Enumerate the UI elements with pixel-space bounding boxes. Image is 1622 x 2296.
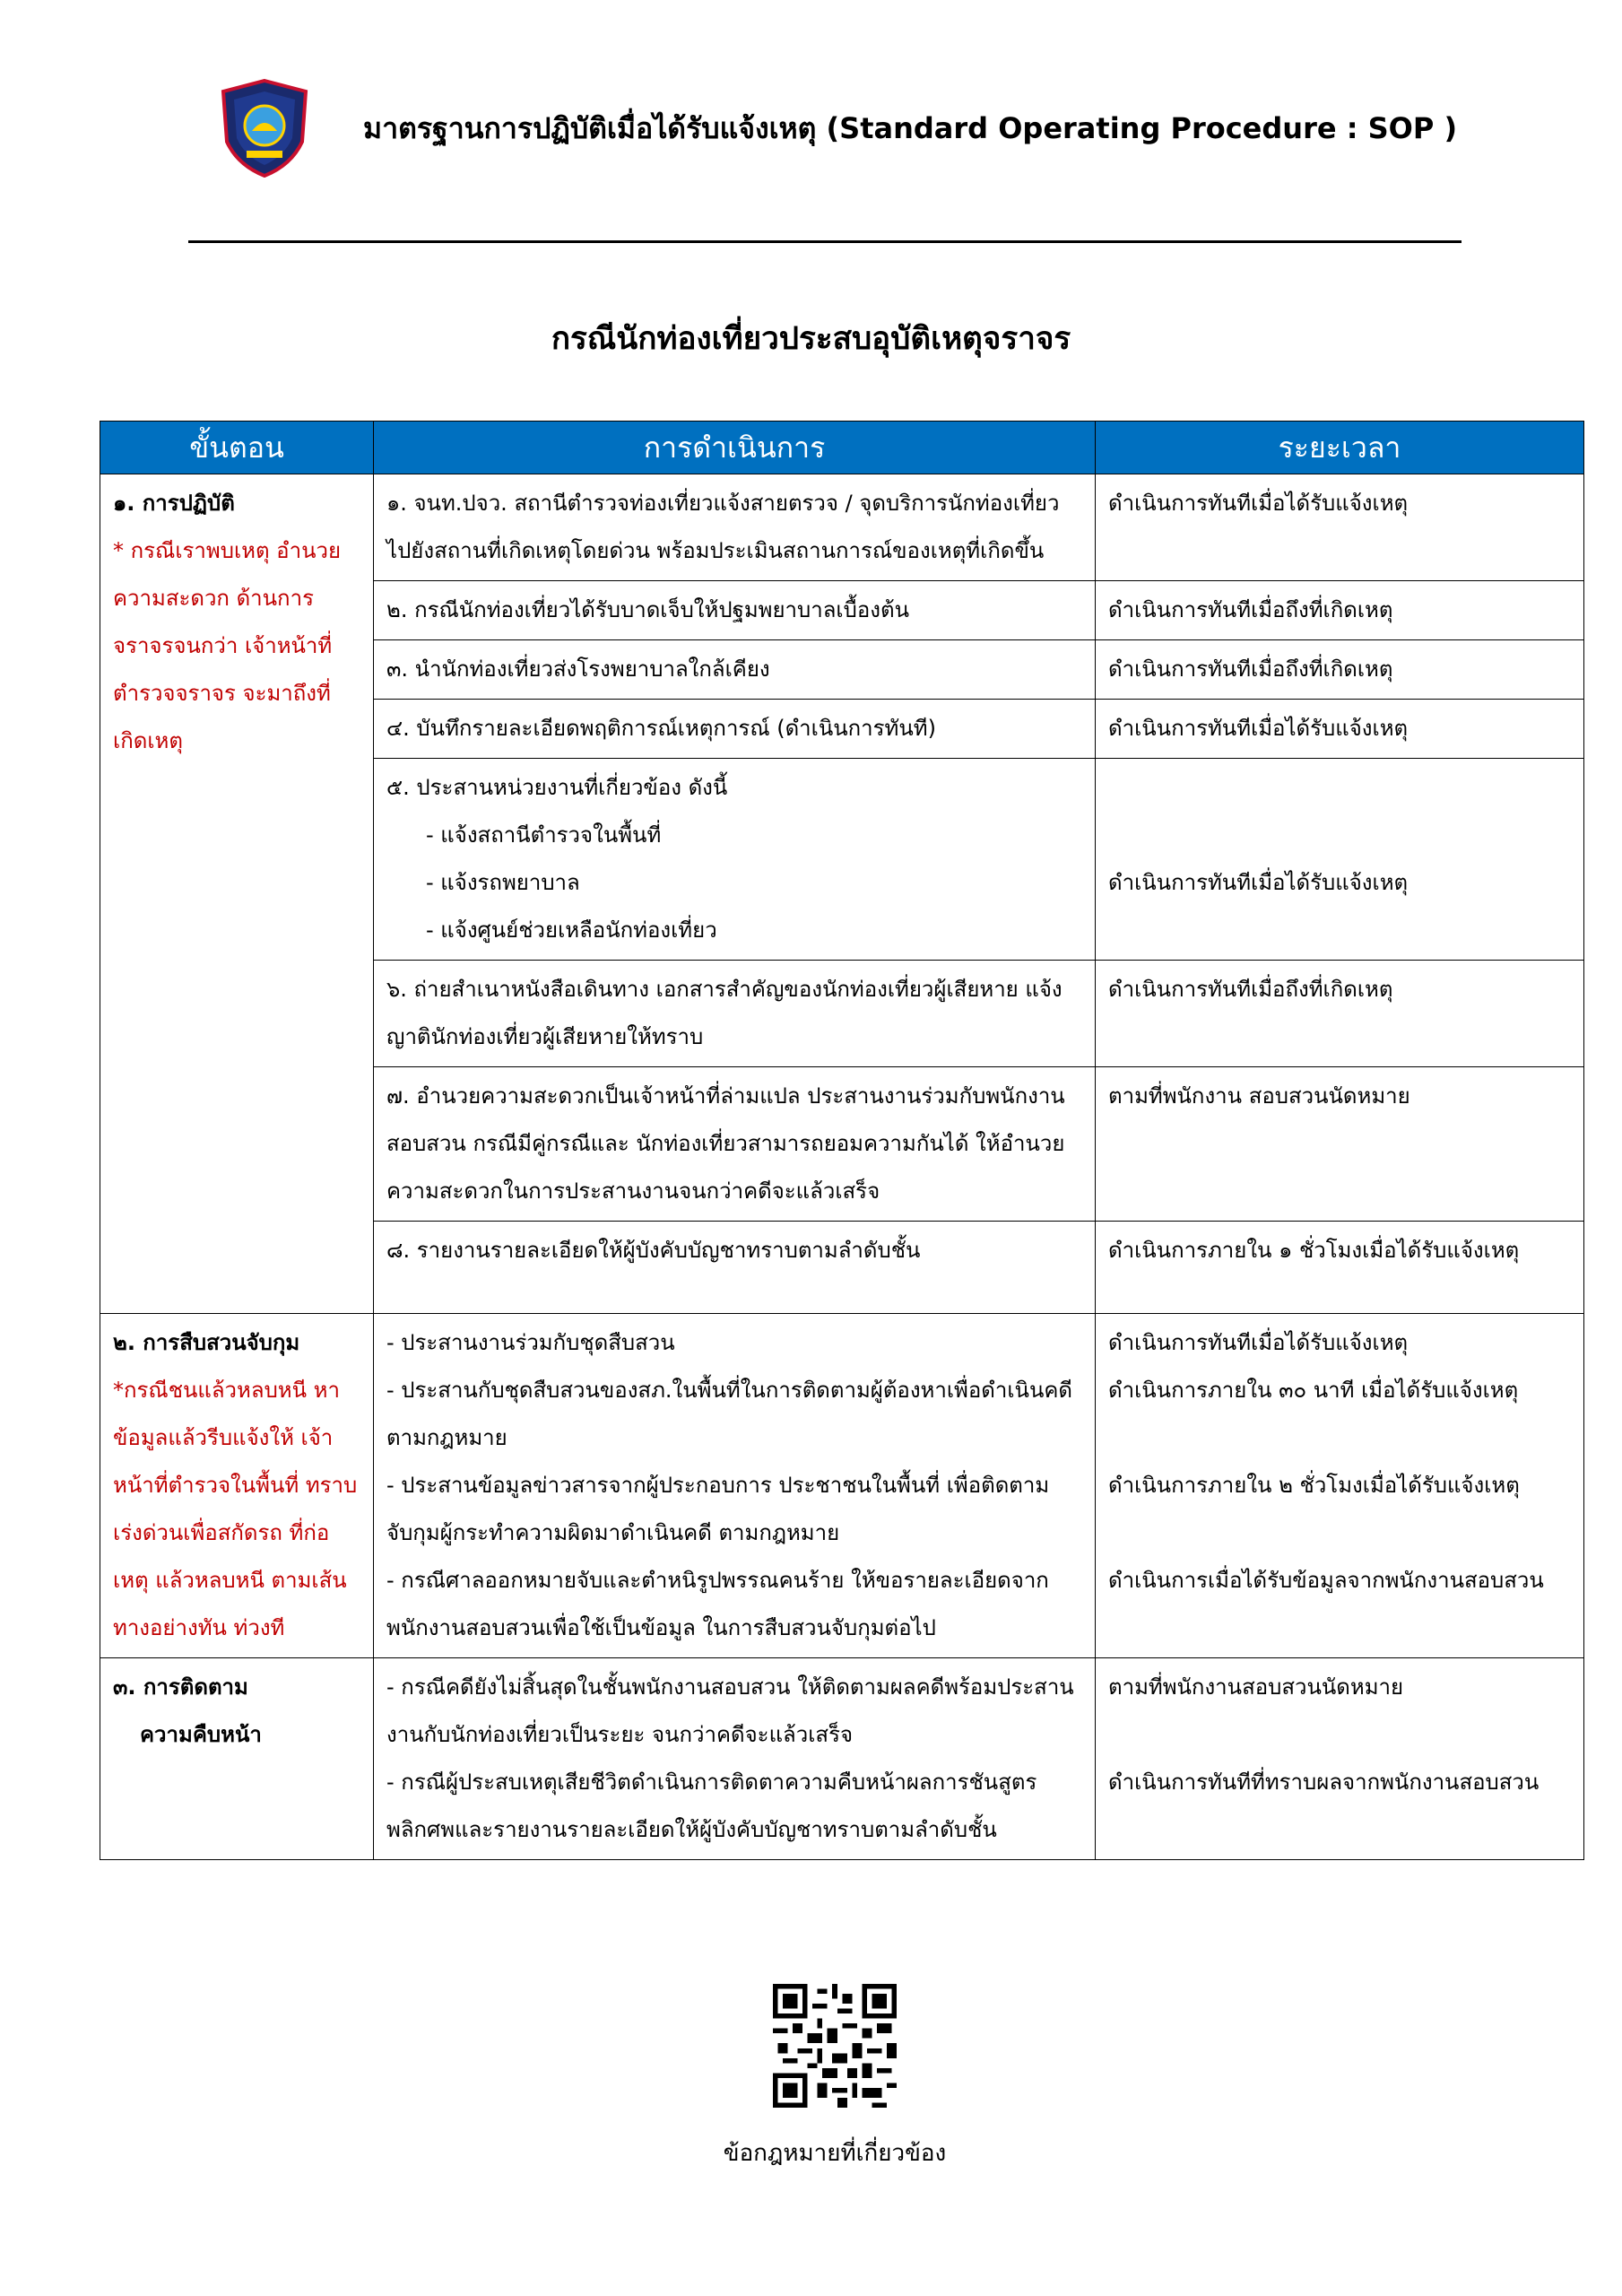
step-title: ๒. การสืบสวนจับกุม	[113, 1330, 300, 1355]
duration-cell	[1096, 759, 1584, 961]
list-item: - แจ้งรถพยาบาล	[426, 870, 580, 895]
action-cell	[374, 759, 1096, 961]
qr-code[interactable]	[773, 1984, 897, 2108]
step-title: ๓. การติดตาม	[113, 1674, 248, 1700]
duration-text: ดำเนินการภายใน ๓๐ นาที เมื่อได้รับแจ้งเหตุ	[1108, 1378, 1519, 1403]
step-note: *กรณีชนแล้วหลบหนี หาข้อมูลแล้วรีบแจ้งให้ เจ้าหน้าที่ตำรวจในพื้นที่ ทราบเร่งด่วนเพื่อสกัดรถ ที่ก่อเหตุ แล้วหลบหนี ตามเส้นทางอย่างทัน ท่วงที	[113, 1378, 358, 1640]
action-cell	[374, 1658, 1096, 1860]
action-item: - กรณีคดียังไม่สิ้นสุดในชั้นพนักงานสอบสวน ให้ติดตามผลคดีพร้อมประสานงานกับนักท่องเที่ยวเป็นระยะ จนกว่าคดีจะแล้วเสร็จ	[386, 1674, 1074, 1747]
action-cell: ๔. บันทึกรายละเอียดพฤติการณ์เหตุการณ์ (ดำเนินการทันที)	[374, 700, 1096, 759]
list-item: - แจ้งสถานีตำรวจในพื้นที่	[426, 822, 662, 848]
header-action: การดำเนินการ	[374, 422, 1096, 474]
duration-text: ดำเนินการทันทีที่ทราบผลจากพนักงานสอบสวน	[1108, 1770, 1540, 1795]
header-step: ขั้นตอน	[100, 422, 374, 474]
duration-cell: ดำเนินการทันทีเมื่อถึงที่เกิดเหตุ	[1096, 961, 1584, 1067]
table-header-row	[100, 422, 1584, 474]
duration-text: ดำเนินการทันทีเมื่อได้รับแจ้งเหตุ	[1108, 1330, 1409, 1355]
step-note: * กรณีเราพบเหตุ อำนวยความสะดวก ด้านการจราจรจนกว่า เจ้าหน้าที่ตำรวจจราจร จะมาถึงที่เกิดเหตุ	[113, 538, 342, 753]
step-cell	[100, 1658, 374, 1860]
list-item: - แจ้งศูนย์ช่วยเหลือนักท่องเที่ยว	[426, 918, 717, 943]
action-item: - ประสานข้อมูลข่าวสารจากผู้ประกอบการ ประชาชนในพื้นที่ เพื่อติดตามจับกุมผู้กระทำความผิดมาดำเนินคดี ตามกฎหมาย	[386, 1473, 1050, 1545]
step-cell	[100, 474, 374, 1314]
document-title: กรณีนักท่องเที่ยวประสบอุบัติเหตุจราจร	[551, 321, 1071, 357]
sop-table	[100, 421, 1584, 1860]
duration-cell	[1096, 1658, 1584, 1860]
action-cell: ๒. กรณีนักท่องเที่ยวได้รับบาดเจ็บให้ปฐมพยาบาลเบื้องต้น	[374, 581, 1096, 640]
header-duration: ระยะเวลา	[1096, 422, 1584, 474]
duration-text: ตามที่พนักงานสอบสวนนัดหมาย	[1108, 1674, 1404, 1700]
table-row	[100, 474, 1584, 581]
police-badge-logo	[220, 79, 309, 178]
header-divider	[188, 240, 1462, 243]
action-cell: ๖. ถ่ายสำเนาหนังสือเดินทาง เอกสารสำคัญของนักท่องเที่ยวผู้เสียหาย แจ้งญาตินักท่องเที่ยวผู้เสียหายให้ทราบ	[374, 961, 1096, 1067]
action-item: - กรณีศาลออกหมายจับและตำหนิรูปพรรณคนร้าย ให้ขอรายละเอียดจากพนักงานสอบสวนเพื่อใช้เป็นข้อมูล ในการสืบสวนจับกุมต่อไป	[386, 1568, 1049, 1640]
document-header	[220, 79, 1475, 187]
duration-text: ดำเนินการเมื่อได้รับข้อมูลจากพนักงานสอบสวน	[1108, 1568, 1544, 1593]
action-cell	[374, 1314, 1096, 1658]
table-row	[100, 1658, 1584, 1860]
duration-cell	[1096, 1314, 1584, 1658]
action-cell: ๘. รายงานรายละเอียดให้ผู้บังคับบัญชาทราบตามลำดับชั้น	[374, 1222, 1096, 1314]
action-item: - ประสานงานร่วมกับชุดสืบสวน	[386, 1330, 675, 1355]
action-text: ๕. ประสานหน่วยงานที่เกี่ยวข้อง ดังนี้	[386, 775, 728, 800]
duration-cell: ดำเนินการทันทีเมื่อได้รับแจ้งเหตุ	[1096, 700, 1584, 759]
step-title-line2: ความคืบหน้า	[140, 1722, 262, 1747]
duration-cell: ดำเนินการทันทีเมื่อได้รับแจ้งเหตุ	[1096, 474, 1584, 581]
action-cell: ๗. อำนวยความสะดวกเป็นเจ้าหน้าที่ล่ามแปล ประสานงานร่วมกับพนักงานสอบสวน กรณีมีคู่กรณีและ นักท่องเที่ยวสามารถยอมความกันได้ ให้อำนวยความสะดวกในการประสานงานจนกว่าคดีจะแล้วเสร็จ	[374, 1067, 1096, 1222]
duration-cell: ดำเนินการภายใน ๑ ชั่วโมงเมื่อได้รับแจ้งเหตุ	[1096, 1222, 1584, 1314]
action-cell: ๓. นำนักท่องเที่ยวส่งโรงพยาบาลใกล้เคียง	[374, 640, 1096, 700]
header-title: มาตรฐานการปฏิบัติเมื่อได้รับแจ้งเหตุ (Standard Operating Procedure : SOP )	[363, 111, 1458, 145]
step-title: ๑. การปฏิบัติ	[113, 491, 235, 516]
action-cell: ๑. จนท.ปจว. สถานีตำรวจท่องเที่ยวแจ้งสายตรวจ / จุดบริการนักท่องเที่ยวไปยังสถานที่เกิดเหตุโดยด่วน พร้อมประเมินสถานการณ์ของเหตุที่เกิดขึ้น	[374, 474, 1096, 581]
action-item: - ประสานกับชุดสืบสวนของสภ.ในพื้นที่ในการติดตามผู้ต้องหาเพื่อดำเนินคดีตามกฎหมาย	[386, 1378, 1073, 1450]
duration-cell: ดำเนินการทันทีเมื่อถึงที่เกิดเหตุ	[1096, 640, 1584, 700]
step-cell	[100, 1314, 374, 1658]
action-item: - กรณีผู้ประสบเหตุเสียชีวิตดำเนินการติดตาความคืบหน้าผลการชันสูตรพลิกศพและรายงานรายละเอียดให้ผู้บังคับบัญชาทราบตามลำดับชั้น	[386, 1770, 1037, 1842]
duration-text: ดำเนินการทันทีเมื่อได้รับแจ้งเหตุ	[1108, 870, 1409, 895]
table-row	[100, 1314, 1584, 1658]
duration-text: ดำเนินการภายใน ๒ ชั่วโมงเมื่อได้รับแจ้งเหตุ	[1108, 1473, 1520, 1498]
duration-cell: ดำเนินการทันทีเมื่อถึงที่เกิดเหตุ	[1096, 581, 1584, 640]
qr-caption: ข้อกฎหมายที่เกี่ยวข้อง	[723, 2140, 947, 2167]
duration-cell: ตามที่พนักงาน สอบสวนนัดหมาย	[1096, 1067, 1584, 1222]
